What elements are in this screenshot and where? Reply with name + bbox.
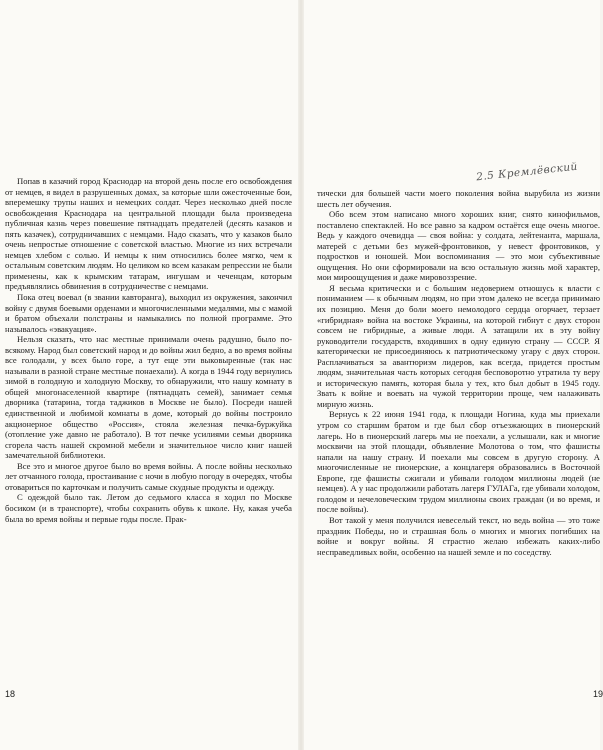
paragraph: тически для большей части моего поколения война вырубила из жизни шесть лет обучения. — [317, 188, 600, 209]
paragraph: Вернусь к 22 июня 1941 года, к площади Ногина, куда мы приехали утром со старшим братом и где был сбор отъезжающих в пионерский лагерь. Но в пионерский лагерь мы не поехали, а услышали, как и многие москвичи на этой площади, объявление Молотова о том, что фашисты напали на нашу страну. И поехали мы совсем в другую сторону. А многочисленные не пионерские, а концлагеря образовались в Восточной Европе, где фашисты сжигали и убивали голодом миллионы людей (не немцев). А у нас продолжили работать лагеря ГУЛАГа, где убивали холодом, голодом и нечеловеческим трудом миллионы своих граждан (и во время, и после войны). — [317, 409, 600, 515]
paragraph: Пока отец воевал (в звании кавторанга), выходил из окружения, закончил войну с двумя боевыми орденами и многочисленными медалями, мы с мамой и братом объехали полстраны и намыкались по полной программе. Это называлось «эвакуация». — [5, 292, 292, 334]
right-page-text — [317, 188, 600, 557]
paragraph: С одеждой было так. Летом до седьмого класса я ходил по Москве босиком (и в транспорте), чтобы сохранить обувь к школе. Ну, какая учеба была во время войны и первые годы после. Прак- — [5, 492, 292, 524]
left-page — [0, 0, 300, 750]
handwritten-note: 2.5 Кремлёвский — [475, 160, 579, 184]
paragraph: Обо всем этом написано много хороших книг, снято кинофильмов, поставлено спектаклей. Но все равно за кадром остаётся еще очень многое. Ведь у каждого очевидца — своя война: у солдата, лейтенанта, маршала, матерей с детьми без мужей-фронтовиков, у невест фронтовиков, у подростков и юношей. Мои воспоминания — это мои субъективные ощущения. Но они сформировали на всю остальную жизнь мой характер, мои мироощущения и даже мировоззрение. — [317, 209, 600, 283]
paragraph: Попав в казачий город Краснодар на второй день после его освобождения от немцев, я видел в разрушенных домах, за которые шли ожесточенные бои, вперемешку трупы наших и немецких солдат. Через несколько дней после освобождения Краснодара на центральной площади была произведена публичная казнь через повешение пятнадцать предателей (десять казаков и пять казачек), сотрудничавших с немцами. Надо сказать, что у казаков было очень непростые отношение с советской властью. Многие из них встречали немцев хлебом с солью. И немцы к ним относились более мягко, чем к остальным советским людям. Но целиком ко всем казакам репрессии не были применены, как к крымским татарам, ингушам и чеченцам, которым предъявлялись обвинения в сотрудничестве с немцами. — [5, 176, 292, 292]
page-number: 19 — [593, 689, 603, 699]
paragraph: Я весьма критически и с большим недоверием отношусь к власти с пониманием — к обычным людям, но при этом далеко не всегда принимаю их позицию. Меня до боли моего немолодого сердца огорчает, терзает «гибридная» война на востоке Украины, на которой гибнут с двух сторон совсем не гибридные, а живые люди. А затащили их в эту войну руководители государств, входивших в одну единую страну — СССР. Я категорически не присоединяюсь к патриотическому угару с двух сторон. Расплачиваться за авантюризм лидеров, как всегда, придется простым людям, значительная часть которых сегодня бесповоротно утратила ту веру и историческую память, которая была у тех, кто был добыт в 1945 году. Звать к войне и воевать на чужой территории проще, чем налаживать мирную жизнь. — [317, 282, 600, 409]
paragraph: Все это и многое другое было во время войны. А после войны несколько лет отчанного голода, простаивание с ночи в любую погоду в очередях, чтобы отовариться по карточкам и получить самые скудные продукты и одежду. — [5, 460, 292, 492]
right-page — [303, 0, 603, 750]
paragraph: Нельзя сказать, что нас местные принимали очень радушно, было по-всякому. Народ был советский народ и до войны жил бедно, а во время войны все голодали, у всех было горе, а тут еще эти выковыренные (так нас называли в разной стране местные понаехали). А когда в 1944 году вернулись зимой в голодную и холодную Москву, то обнаружили, что нашу комнату в общей многонаселенной квартире (пятнадцать семей), занимает семья дворника (татарина, тогда таджиков в Москве не было). Посреди нашей единственной и любимой комнаты в доме, который до войны построило акционерное общество «Россия», стояла железная печка-буржуйка (отопление уже давно не работало). В тот печке усилиями семьи дворника сгорела часть нашей скромной мебели и значительное число книг нашей замечательной библиотеки. — [5, 334, 292, 461]
page-number: 18 — [5, 689, 16, 699]
left-page-text — [5, 176, 292, 524]
paragraph: Вот такой у меня получился невеселый текст, но ведь война — это тоже праздник Победы, но и страшная боль о многих и многих погибших на войне и вокруг войны. Я страстно желаю избежать каких-либо несправедливых войн, особенно на нашей земле и по соседству. — [317, 514, 600, 557]
